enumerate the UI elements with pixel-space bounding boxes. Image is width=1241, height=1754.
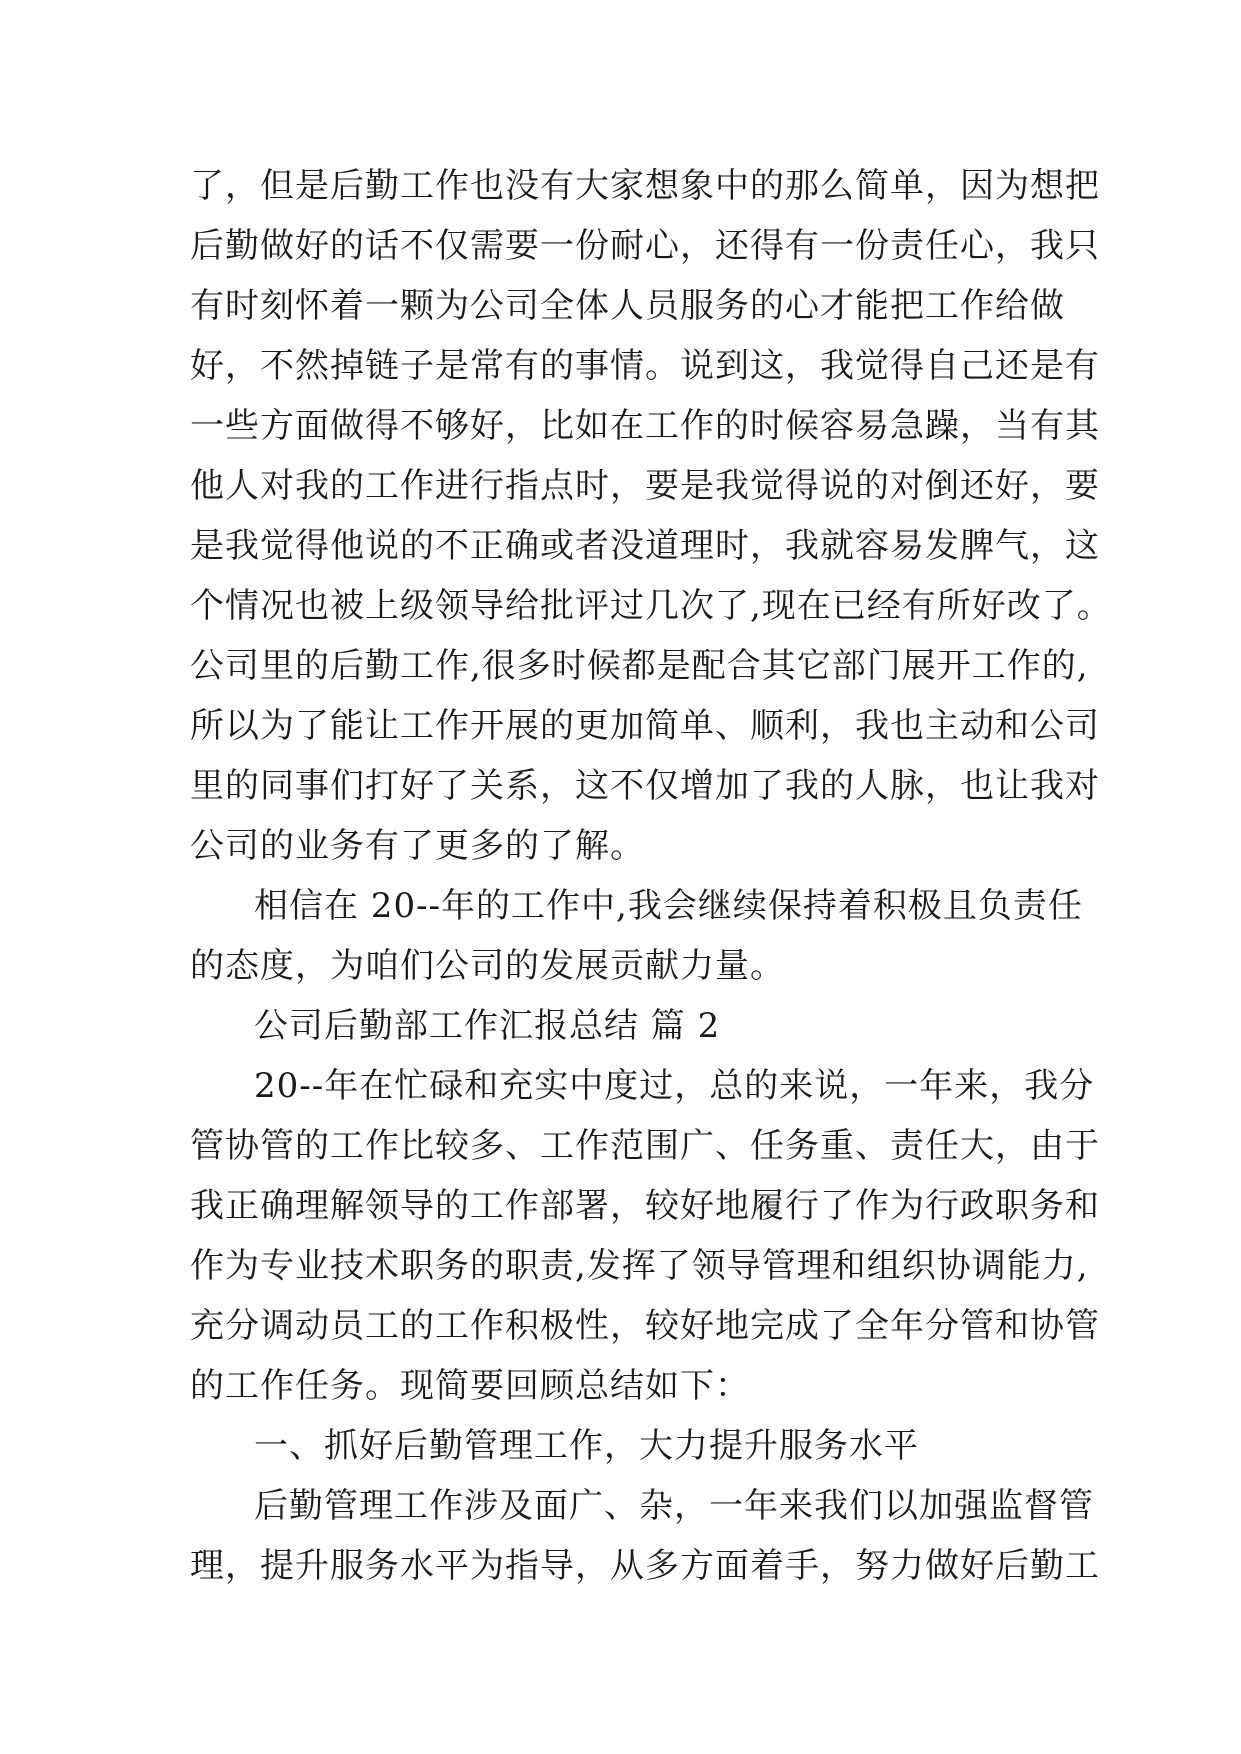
body-line: 是我觉得他说的不正确或者没道理时，我就容易发脾气，这 — [190, 526, 1100, 566]
paragraph-start-line: 后勤管理工作涉及面广、杂，一年来我们以加强监督管 — [254, 1486, 1094, 1526]
section-heading: 公司后勤部工作汇报总结 篇 2 — [254, 1006, 721, 1046]
body-line: 的态度，为咱们公司的发展贡献力量。 — [190, 946, 785, 986]
body-line: 充分调动员工的工作积极性，较好地完成了全年分管和协管 — [190, 1306, 1100, 1346]
body-line: 有时刻怀着一颗为公司全体人员服务的心才能把工作给做 — [190, 286, 1065, 326]
body-line: 所以为了能让工作开展的更加简单、顺利，我也主动和公司 — [190, 706, 1100, 746]
body-line: 好，不然掉链子是常有的事情。说到这，我觉得自己还是有 — [190, 346, 1100, 386]
body-line: 了，但是后勤工作也没有大家想象中的那么简单，因为想把 — [190, 166, 1100, 206]
body-line: 公司的业务有了更多的了解。 — [190, 826, 645, 866]
body-line: 他人对我的工作进行指点时，要是我觉得说的对倒还好，要 — [190, 466, 1100, 506]
subsection-heading: 一、抓好后勤管理工作，大力提升服务水平 — [254, 1426, 919, 1466]
paragraph-start-line: 20--年在忙碌和充实中度过，总的来说，一年来，我分 — [254, 1066, 1095, 1106]
body-line: 一些方面做得不够好，比如在工作的时候容易急躁，当有其 — [190, 406, 1100, 446]
body-line: 管协管的工作比较多、工作范围广、任务重、责任大，由于 — [190, 1126, 1100, 1166]
body-line: 公司里的后勤工作,很多时候都是配合其它部门展开工作的, — [190, 646, 1089, 686]
body-line: 理，提升服务水平为指导，从多方面着手，努力做好后勤工 — [190, 1546, 1100, 1586]
document-body — [190, 156, 1112, 1596]
body-line: 作为专业技术职务的职责,发挥了领导管理和组织协调能力, — [190, 1246, 1089, 1286]
body-line: 的工作任务。现简要回顾总结如下： — [190, 1366, 750, 1406]
body-line: 里的同事们打好了关系，这不仅增加了我的人脉，也让我对 — [190, 766, 1100, 806]
body-line: 我正确理解领导的工作部署，较好地履行了作为行政职务和 — [190, 1186, 1100, 1226]
body-line: 后勤做好的话不仅需要一份耐心，还得有一份责任心，我只 — [190, 226, 1100, 266]
paragraph-start-line: 相信在 20--年的工作中,我会继续保持着积极且负责任 — [254, 886, 1083, 926]
body-line: 个情况也被上级领导给批评过几次了,现在已经有所好改了。 — [190, 586, 1112, 626]
